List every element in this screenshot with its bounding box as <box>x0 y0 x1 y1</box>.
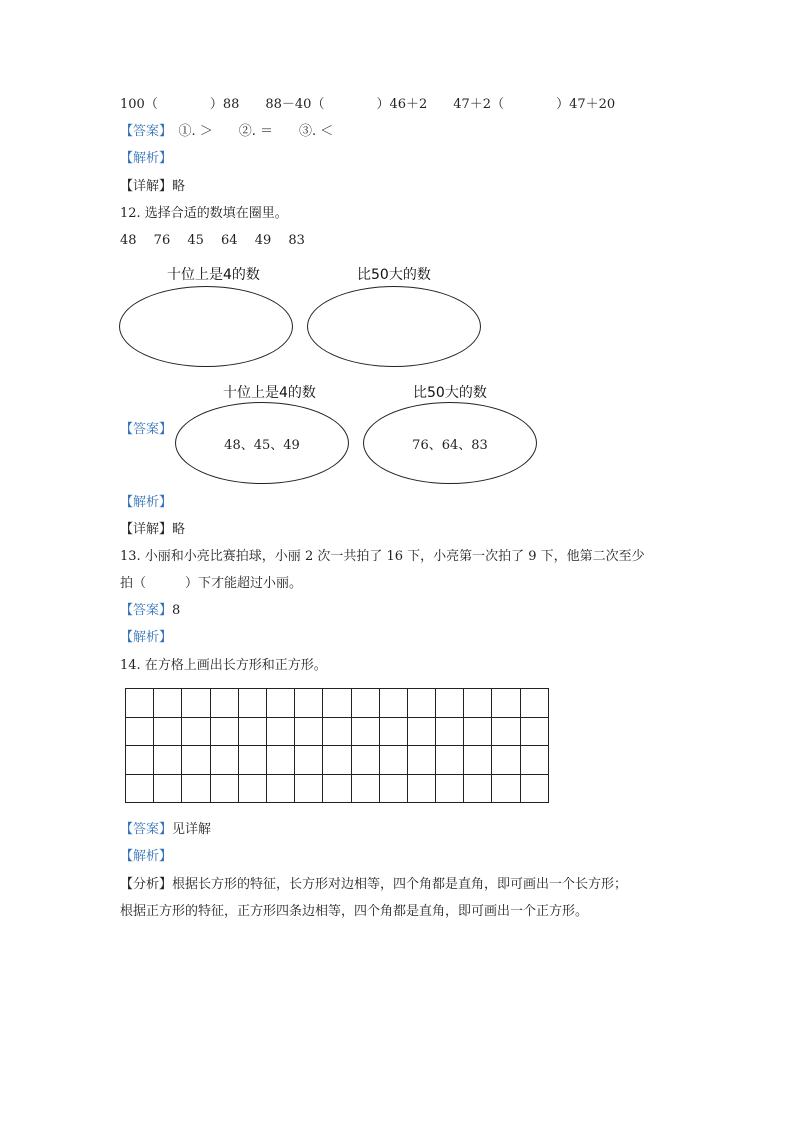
q12-analysis <box>120 495 172 511</box>
q12-numbers: 48 76 45 64 49 83 <box>120 233 305 248</box>
q14-fenxi-line1 <box>120 877 627 893</box>
q12-question: 12. 选择合适的数填在圈里。 <box>120 206 288 221</box>
fenxi-text: 根据长方形的特征，长方形对边相等，四个角都是直角，即可画出一个长方形； <box>172 877 628 892</box>
q12-answer <box>120 422 172 438</box>
q12-detail <box>120 522 185 538</box>
square-grid <box>125 688 549 803</box>
answer-oval-tens-digit-4 <box>175 402 349 484</box>
q13-question-line2: 拍（ ）下才能超过小丽。 <box>120 576 303 591</box>
q11-analysis <box>120 151 172 167</box>
detail-tag: 【详解】 <box>120 522 173 537</box>
analysis-tag: 【解析】 <box>120 630 173 645</box>
answer-oval-greater-than-50 <box>363 402 537 484</box>
compare-expressions: 100（ ）88 88－40（ ）46＋2 47＋2（ ）47＋20 <box>120 97 616 112</box>
answer-text: ①. ＞ ②. ＝ ③. ＜ <box>165 124 334 139</box>
oval2-title: 比50大的数 <box>357 267 431 283</box>
grid-row <box>126 717 549 746</box>
detail-tag: 【详解】 <box>120 179 173 194</box>
answer-oval1-text: 48、45、49 <box>224 437 300 453</box>
oval1-title: 十位上是4的数 <box>167 267 260 283</box>
fenxi-tag: 【分析】 <box>120 877 173 892</box>
q13-question-line1: 13. 小丽和小亮比赛拍球，小丽 2 次一共拍了 16 下，小亮第一次拍了 9 下，他第二次至少 <box>120 549 645 564</box>
answer-tag: 【答案】 <box>120 822 173 837</box>
answer-tag: 【答案】 <box>120 422 173 437</box>
q14-analysis <box>120 849 172 865</box>
analysis-tag: 【解析】 <box>120 495 173 510</box>
answer-oval1-title: 十位上是4的数 <box>223 385 316 401</box>
grid-row <box>126 689 549 718</box>
q14-fenxi-line2: 根据正方形的特征，正方形四条边相等，四个角都是直角，即可画出一个正方形。 <box>120 904 589 919</box>
q14-question: 14. 在方格上画出长方形和正方形。 <box>120 658 327 673</box>
detail-text: 略 <box>172 522 186 537</box>
q11-answer <box>120 124 333 140</box>
analysis-tag: 【解析】 <box>120 849 173 864</box>
q11-detail <box>120 179 185 195</box>
q13-answer <box>120 603 180 619</box>
grid-row <box>126 746 549 775</box>
grid-row <box>126 774 549 803</box>
detail-text: 略 <box>172 179 186 194</box>
answer-text: 见详解 <box>172 822 212 837</box>
answer-tag: 【答案】 <box>120 603 173 618</box>
answer-tag: 【答案】 <box>120 124 166 139</box>
answer-oval2-text: 76、64、83 <box>412 437 488 453</box>
empty-oval-greater-than-50 <box>307 286 481 367</box>
analysis-tag: 【解析】 <box>120 151 173 166</box>
q14-answer <box>120 822 211 838</box>
q13-analysis <box>120 630 172 646</box>
answer-text: 8 <box>172 603 181 618</box>
empty-oval-tens-digit-4 <box>119 286 293 367</box>
answer-oval2-title: 比50大的数 <box>413 385 487 401</box>
